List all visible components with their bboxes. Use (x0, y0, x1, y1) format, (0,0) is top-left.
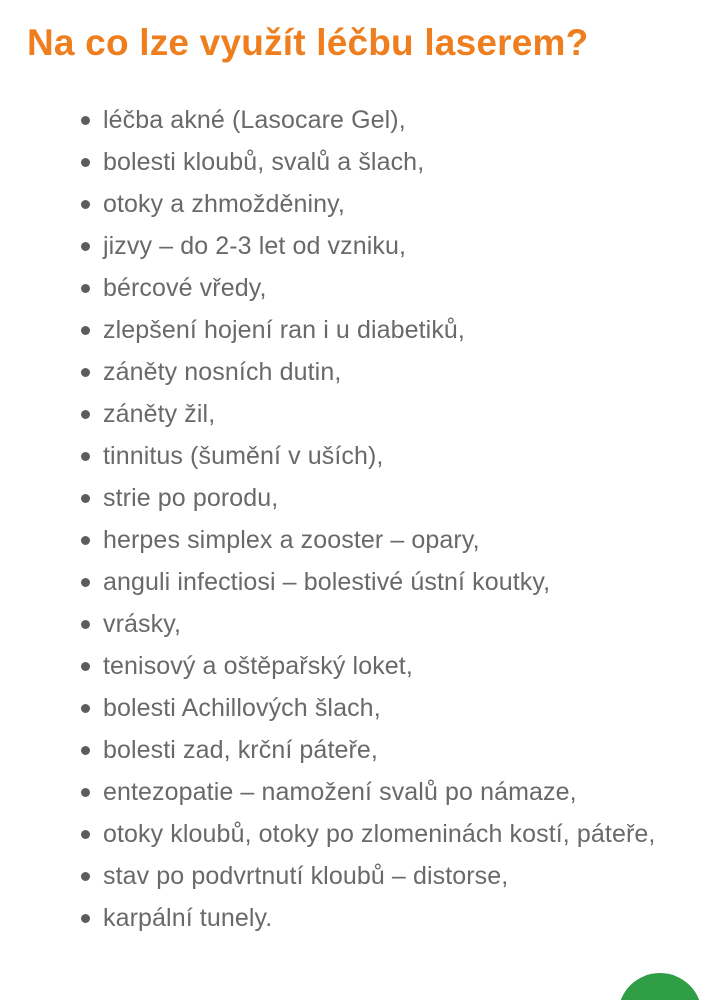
list-item: bércové vředy, (80, 267, 668, 309)
list-item: bolesti Achillových šlach, (80, 687, 668, 729)
list-item: herpes simplex a zooster – opary, (80, 519, 668, 561)
list-item: bolesti kloubů, svalů a šlach, (80, 141, 668, 183)
list-item: strie po porodu, (80, 477, 668, 519)
list-item: stav po podvrtnutí kloubů – distorse, (80, 855, 668, 897)
list-item: vrásky, (80, 603, 668, 645)
list-item: zlepšení hojení ran i u diabetiků, (80, 309, 668, 351)
list-item: entezopatie – namožení svalů po námaze, (80, 771, 668, 813)
list-item: léčba akné (Lasocare Gel), (80, 99, 668, 141)
list-item: tenisový a oštěpařský loket, (80, 645, 668, 687)
list-item: karpální tunely. (80, 897, 668, 939)
list-item: jizvy – do 2-3 let od vzniku, (80, 225, 668, 267)
list-item: bolesti zad, krční páteře, (80, 729, 668, 771)
list-item: záněty nosních dutin, (80, 351, 668, 393)
laser-uses-list (80, 99, 668, 939)
list-item: tinnitus (šumění v uších), (80, 435, 668, 477)
list-item: záněty žil, (80, 393, 668, 435)
chat-widget-button[interactable] (618, 973, 702, 1000)
list-item: otoky a zhmožděniny, (80, 183, 668, 225)
page-title: Na co lze využít léčbu laserem? (27, 22, 589, 63)
list-item: anguli infectiosi – bolestivé ústní koutky, (80, 561, 668, 603)
list-item: otoky kloubů, otoky po zlomeninách kostí, páteře, (80, 813, 668, 855)
